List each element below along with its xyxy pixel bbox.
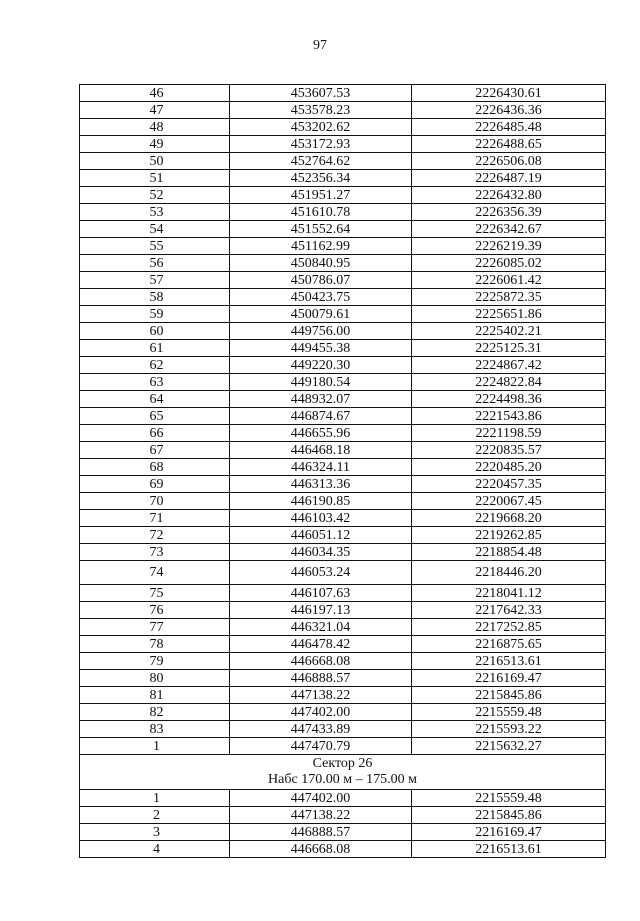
y-coordinate-cell: 2220835.57 [412, 442, 606, 459]
x-coordinate-cell: 451162.99 [230, 238, 412, 255]
x-coordinate-cell: 450840.95 [230, 255, 412, 272]
point-number-cell: 47 [80, 102, 230, 119]
x-coordinate-cell: 446668.08 [230, 653, 412, 670]
table-row [80, 602, 606, 619]
y-coordinate-cell: 2226485.48 [412, 119, 606, 136]
y-coordinate-cell: 2225125.31 [412, 340, 606, 357]
y-coordinate-cell: 2224867.42 [412, 357, 606, 374]
table-row [80, 153, 606, 170]
point-number-cell: 62 [80, 357, 230, 374]
x-coordinate-cell: 446324.11 [230, 459, 412, 476]
y-coordinate-cell: 2216513.61 [412, 841, 606, 858]
point-number-cell: 82 [80, 704, 230, 721]
y-coordinate-cell: 2215559.48 [412, 704, 606, 721]
table-row [80, 442, 606, 459]
x-coordinate-cell: 447138.22 [230, 807, 412, 824]
x-coordinate-cell: 452356.34 [230, 170, 412, 187]
point-number-cell: 81 [80, 687, 230, 704]
y-coordinate-cell: 2216169.47 [412, 670, 606, 687]
point-number-cell: 70 [80, 493, 230, 510]
y-coordinate-cell: 2226342.67 [412, 221, 606, 238]
x-coordinate-cell: 453172.93 [230, 136, 412, 153]
y-coordinate-cell: 2220067.45 [412, 493, 606, 510]
point-number-cell: 58 [80, 289, 230, 306]
point-number-cell: 51 [80, 170, 230, 187]
y-coordinate-cell: 2215593.22 [412, 721, 606, 738]
x-coordinate-cell: 446668.08 [230, 841, 412, 858]
point-number-cell: 46 [80, 85, 230, 102]
point-number-cell: 67 [80, 442, 230, 459]
x-coordinate-cell: 446190.85 [230, 493, 412, 510]
table-row [80, 738, 606, 755]
point-number-cell: 52 [80, 187, 230, 204]
y-coordinate-cell: 2226356.39 [412, 204, 606, 221]
table-row [80, 272, 606, 289]
point-number-cell: 76 [80, 602, 230, 619]
x-coordinate-cell: 448932.07 [230, 391, 412, 408]
table-row [80, 289, 606, 306]
y-coordinate-cell: 2220457.35 [412, 476, 606, 493]
point-number-cell: 68 [80, 459, 230, 476]
x-coordinate-cell: 446051.12 [230, 527, 412, 544]
point-number-cell: 72 [80, 527, 230, 544]
point-number-cell: 69 [80, 476, 230, 493]
section-title: Сектор 26 [312, 756, 373, 771]
table-row [80, 636, 606, 653]
point-number-cell: 49 [80, 136, 230, 153]
table-row [80, 670, 606, 687]
x-coordinate-cell: 447402.00 [230, 790, 412, 807]
x-coordinate-cell: 451610.78 [230, 204, 412, 221]
coordinates-rows [80, 790, 606, 858]
table-row [80, 187, 606, 204]
x-coordinate-cell: 452764.62 [230, 153, 412, 170]
x-coordinate-cell: 449180.54 [230, 374, 412, 391]
table-row [80, 687, 606, 704]
x-coordinate-cell: 446478.42 [230, 636, 412, 653]
point-number-cell: 71 [80, 510, 230, 527]
y-coordinate-cell: 2226061.42 [412, 272, 606, 289]
x-coordinate-cell: 453202.62 [230, 119, 412, 136]
section-header-row [80, 755, 606, 790]
table-row [80, 323, 606, 340]
y-coordinate-cell: 2217252.85 [412, 619, 606, 636]
x-coordinate-cell: 446655.96 [230, 425, 412, 442]
table-row [80, 204, 606, 221]
y-coordinate-cell: 2220485.20 [412, 459, 606, 476]
x-coordinate-cell: 453607.53 [230, 85, 412, 102]
y-coordinate-cell: 2215559.48 [412, 790, 606, 807]
x-coordinate-cell: 449756.00 [230, 323, 412, 340]
point-number-cell: 1 [80, 738, 230, 755]
x-coordinate-cell: 446888.57 [230, 670, 412, 687]
table-row [80, 357, 606, 374]
x-coordinate-cell: 449220.30 [230, 357, 412, 374]
point-number-cell: 61 [80, 340, 230, 357]
point-number-cell: 64 [80, 391, 230, 408]
x-coordinate-cell: 446313.36 [230, 476, 412, 493]
y-coordinate-cell: 2225651.86 [412, 306, 606, 323]
table-row [80, 136, 606, 153]
coordinates-table [79, 84, 606, 858]
table-row [80, 374, 606, 391]
point-number-cell: 65 [80, 408, 230, 425]
table-row [80, 391, 606, 408]
point-number-cell: 3 [80, 824, 230, 841]
x-coordinate-cell: 451951.27 [230, 187, 412, 204]
y-coordinate-cell: 2219262.85 [412, 527, 606, 544]
y-coordinate-cell: 2226430.61 [412, 85, 606, 102]
x-coordinate-cell: 446888.57 [230, 824, 412, 841]
y-coordinate-cell: 2221543.86 [412, 408, 606, 425]
point-number-cell: 59 [80, 306, 230, 323]
table-row [80, 527, 606, 544]
point-number-cell: 77 [80, 619, 230, 636]
x-coordinate-cell: 453578.23 [230, 102, 412, 119]
table-row [80, 425, 606, 442]
coordinates-rows [80, 85, 606, 561]
section-subtitle: Набс 170.00 м – 175.00 м [268, 772, 417, 787]
point-number-cell: 4 [80, 841, 230, 858]
x-coordinate-cell: 447433.89 [230, 721, 412, 738]
table-row [80, 221, 606, 238]
x-coordinate-cell: 446034.35 [230, 544, 412, 561]
y-coordinate-cell: 2225872.35 [412, 289, 606, 306]
table-row [80, 510, 606, 527]
x-coordinate-cell: 447402.00 [230, 704, 412, 721]
x-coordinate-cell: 451552.64 [230, 221, 412, 238]
x-coordinate-cell: 446197.13 [230, 602, 412, 619]
table-row [80, 807, 606, 824]
point-number-cell: 50 [80, 153, 230, 170]
point-number-cell: 79 [80, 653, 230, 670]
x-coordinate-cell: 446103.42 [230, 510, 412, 527]
y-coordinate-cell: 2215632.27 [412, 738, 606, 755]
table-row [80, 238, 606, 255]
point-number-cell: 78 [80, 636, 230, 653]
table-row [80, 306, 606, 323]
table-row [80, 340, 606, 357]
table-row [80, 255, 606, 272]
point-number-cell: 63 [80, 374, 230, 391]
x-coordinate-cell: 446468.18 [230, 442, 412, 459]
y-coordinate-cell: 2217642.33 [412, 602, 606, 619]
table-row [80, 476, 606, 493]
y-coordinate-cell: 2225402.21 [412, 323, 606, 340]
table-row [80, 824, 606, 841]
y-coordinate-cell: 2226487.19 [412, 170, 606, 187]
x-coordinate-cell: 446107.63 [230, 585, 412, 602]
y-coordinate-cell: 2219668.20 [412, 510, 606, 527]
table-row [80, 170, 606, 187]
x-coordinate-cell: 447138.22 [230, 687, 412, 704]
table-row [80, 544, 606, 561]
y-coordinate-cell: 2221198.59 [412, 425, 606, 442]
table-row [80, 585, 606, 602]
point-number-cell: 57 [80, 272, 230, 289]
y-coordinate-cell: 2226436.36 [412, 102, 606, 119]
point-number-cell: 74 [80, 561, 230, 585]
table-row [80, 459, 606, 476]
point-number-cell: 2 [80, 807, 230, 824]
y-coordinate-cell: 2224498.36 [412, 391, 606, 408]
table-row [80, 119, 606, 136]
y-coordinate-cell: 2226219.39 [412, 238, 606, 255]
table-row [80, 841, 606, 858]
section-header-cell [80, 755, 606, 790]
x-coordinate-cell: 447470.79 [230, 738, 412, 755]
table-row [80, 493, 606, 510]
x-coordinate-cell: 446874.67 [230, 408, 412, 425]
point-number-cell: 1 [80, 790, 230, 807]
y-coordinate-cell: 2215845.86 [412, 687, 606, 704]
point-number-cell: 48 [80, 119, 230, 136]
y-coordinate-cell: 2218446.20 [412, 561, 606, 585]
y-coordinate-cell: 2224822.84 [412, 374, 606, 391]
point-number-cell: 83 [80, 721, 230, 738]
point-number-cell: 66 [80, 425, 230, 442]
x-coordinate-cell: 446321.04 [230, 619, 412, 636]
table-row [80, 85, 606, 102]
table-row [80, 653, 606, 670]
point-number-cell: 60 [80, 323, 230, 340]
point-number-cell: 54 [80, 221, 230, 238]
point-number-cell: 75 [80, 585, 230, 602]
table-row [80, 721, 606, 738]
table-row [80, 619, 606, 636]
x-coordinate-cell: 450786.07 [230, 272, 412, 289]
x-coordinate-cell: 450079.61 [230, 306, 412, 323]
point-number-cell: 56 [80, 255, 230, 272]
table-row [80, 561, 606, 585]
table-row [80, 790, 606, 807]
y-coordinate-cell: 2226506.08 [412, 153, 606, 170]
point-number-cell: 53 [80, 204, 230, 221]
table-row [80, 704, 606, 721]
table-row [80, 408, 606, 425]
x-coordinate-cell: 446053.24 [230, 561, 412, 585]
y-coordinate-cell: 2218854.48 [412, 544, 606, 561]
x-coordinate-cell: 449455.38 [230, 340, 412, 357]
y-coordinate-cell: 2218041.12 [412, 585, 606, 602]
page-number: 97 [313, 38, 327, 53]
point-number-cell: 73 [80, 544, 230, 561]
point-number-cell: 80 [80, 670, 230, 687]
y-coordinate-cell: 2226085.02 [412, 255, 606, 272]
y-coordinate-cell: 2226488.65 [412, 136, 606, 153]
x-coordinate-cell: 450423.75 [230, 289, 412, 306]
y-coordinate-cell: 2226432.80 [412, 187, 606, 204]
y-coordinate-cell: 2216513.61 [412, 653, 606, 670]
y-coordinate-cell: 2216169.47 [412, 824, 606, 841]
y-coordinate-cell: 2216875.65 [412, 636, 606, 653]
coordinates-rows [80, 585, 606, 755]
table-row [80, 102, 606, 119]
point-number-cell: 55 [80, 238, 230, 255]
y-coordinate-cell: 2215845.86 [412, 807, 606, 824]
